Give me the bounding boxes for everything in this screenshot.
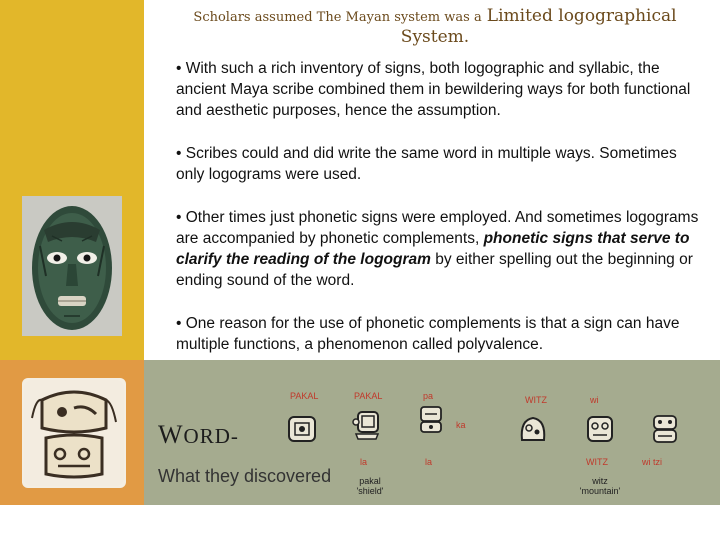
label-pa: pa <box>423 391 434 401</box>
label-la-2: la <box>425 457 433 467</box>
bullet-2: • Scribes could and did write the same word in multiple ways. Sometimes only logograms were used. <box>176 145 677 183</box>
pakal-with-complement-glyph <box>352 410 382 440</box>
bottom-margin <box>0 505 720 540</box>
label-witz-2: WITZ <box>586 457 608 467</box>
witz-logogram-glyph <box>518 414 548 444</box>
bullet-3-emphasis: phonetic signs that serve to clarify the reading of the logogram <box>176 230 690 268</box>
jade-mask-image <box>22 196 122 336</box>
bullet-3 <box>176 207 701 291</box>
bullet-3-post: by either spelling out the beginning or ending sound of the word. <box>176 251 693 289</box>
word-heading <box>158 420 239 450</box>
title-big-text: Limited logographical <box>486 6 677 26</box>
wi-witz-glyph <box>585 414 615 444</box>
maya-glyph-tile-image <box>22 378 126 488</box>
pakal-logogram-glyph <box>287 414 317 444</box>
pakal-translation <box>350 476 390 496</box>
bullet-4: • One reason for the use of phonetic complements is that a sign can have multiple functions, a phenomenon called polyvalence. <box>176 315 680 353</box>
slide-title <box>150 6 720 49</box>
witz-word: witz <box>592 476 608 486</box>
pakal-word: pakal <box>359 476 381 486</box>
pakal-gloss: 'shield' <box>356 486 384 496</box>
pa-syllable-glyph <box>417 404 447 434</box>
wi-tzi-glyph <box>650 414 680 444</box>
bullet-3-pre: • Other times just phonetic signs were employed. And sometimes logograms are accompanied by phonetic complements, <box>176 209 699 247</box>
label-wi-tzi: wi tzi <box>642 457 662 467</box>
witz-gloss: 'mountain' <box>579 486 621 496</box>
word-heading-cap: W <box>158 420 184 449</box>
label-witz-1: WITZ <box>525 395 547 405</box>
title-small-text: Scholars assumed The Mayan system was a <box>193 10 482 25</box>
witz-translation <box>570 476 630 496</box>
label-la-1: la <box>360 457 368 467</box>
label-ka: ka <box>456 420 466 430</box>
label-wi: wi <box>590 395 599 405</box>
word-heading-rest: ORD- <box>183 424 239 448</box>
title-line2: System. <box>400 27 470 48</box>
label-pakal-2: PAKAL <box>354 391 383 401</box>
slide-body <box>176 58 701 377</box>
bullet-1: • With such a rich inventory of signs, both logographic and syllabic, the ancient Maya scribe combined them in bewildering ways for both functional and aesthetic purposes, hence the assumption. <box>176 60 691 119</box>
label-pakal-1: PAKAL <box>290 391 319 401</box>
word-subheading: What they discovered <box>158 466 332 486</box>
